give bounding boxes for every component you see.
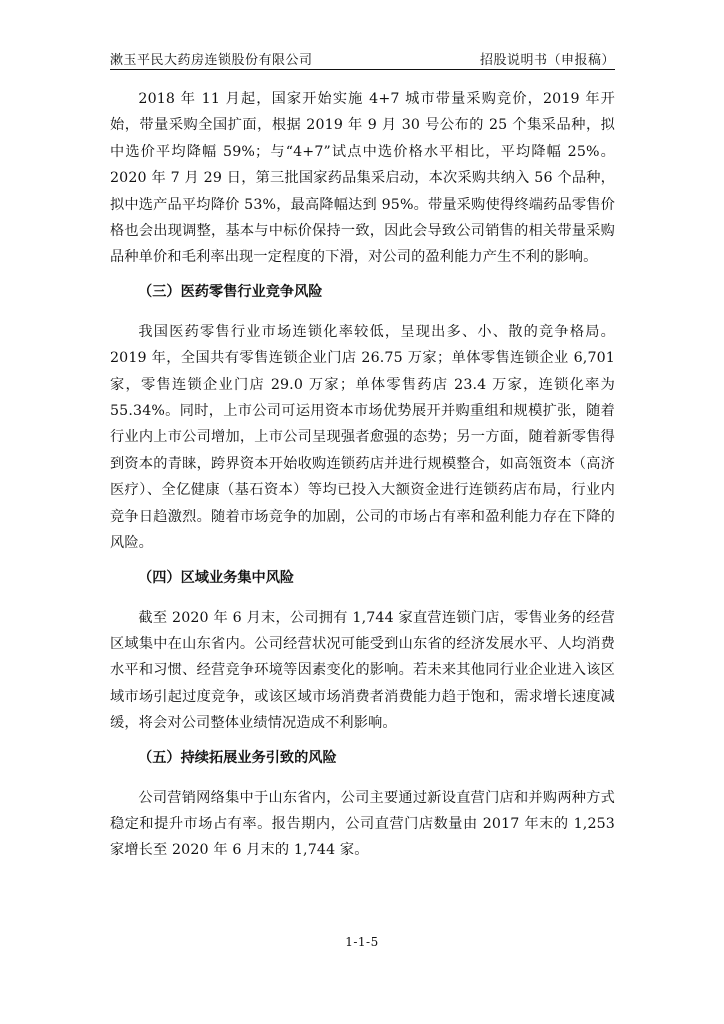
header-company-name: 漱玉平民大药房连锁股份有限公司 bbox=[110, 53, 313, 68]
page-number: 1-1-5 bbox=[345, 935, 379, 949]
section-heading-expansion-risk: （五）持续拓展业务引致的风险 bbox=[138, 749, 337, 766]
header-divider bbox=[110, 69, 615, 70]
header-document-title: 招股说明书（申报稿） bbox=[479, 53, 615, 68]
section-heading-retail-competition-risk: （三）医药零售行业竞争风险 bbox=[138, 283, 323, 300]
paragraph-volume-procurement: 2018 年 11 月起，国家开始实施 4+7 城市带量采购竞价，2019 年开始，带量采购全国扩面，根据 2019 年 9 月 30 号公布的 25 个集采品种，拟中选价平均降幅 59%；与“4+7”试点中选价格水平相比，平均降幅 25%。2020 年 7 月 29 日，第三批国家药品集采启动，本次采购共纳入 56 个品种，拟中选产品平均降价 53%，最高降幅达到 95%。带量采购使得终端药品零售价格也会出现调整，基本与中标价保持一致，因此会导致公司销售的相关带量采购品种单价和毛利率出现一定程度的下滑，对公司的盈利能力产生不利的影响。 bbox=[110, 91, 615, 266]
paragraph-retail-competition: 我国医药零售行业市场连锁化率较低，呈现出多、小、散的竞争格局。2019 年，全国共有零售连锁企业门店 26.75 万家；单体零售连锁企业 6,701 家，零售连锁企业门店 29.0 万家；单体零售药店 23.4 万家，连锁化率为 55.34%。同时，上市公司可运用资本市场优势展开并购重组和规模扩张，随着行业内上市公司增加，上市公司呈现强者愈强的态势；另一方面，随着新零售得到资本的青睐，跨界资本开始收购连锁药店并进行规模整合，如高瓴资本（高济医疗）、全亿健康（基石资本）等均已投入大额资金进行连锁药店布局，行业内竞争日趋激烈。随着市场竞争的加剧，公司的市场占有率和盈利能力存在下降的风险。 bbox=[110, 323, 615, 552]
paragraph-regional-concentration: 截至 2020 年 6 月末，公司拥有 1,744 家直营连锁门店，零售业务的经营区域集中在山东省内。公司经营状况可能受到山东省的经济发展水平、人均消费水平和习惯、经营竞争环境等因素变化的影响。若未来其他同行业企业进入该区域市场引起过度竞争，或该区域市场消费者消费能力趋于饱和，需求增长速度减缓，将会对公司整体业绩情况造成不利影响。 bbox=[110, 609, 615, 732]
section-heading-regional-concentration-risk: （四）区域业务集中风险 bbox=[138, 569, 295, 586]
document-body bbox=[110, 86, 615, 870]
page-header bbox=[110, 48, 615, 68]
paragraph-expansion: 公司营销网络集中于山东省内，公司主要通过新设直营门店和并购两种方式稳定和提升市场占有率。报告期内，公司直营门店数量由 2017 年末的 1,253 家增长至 2020 年 6 月末的 1,744 家。 bbox=[110, 789, 615, 859]
